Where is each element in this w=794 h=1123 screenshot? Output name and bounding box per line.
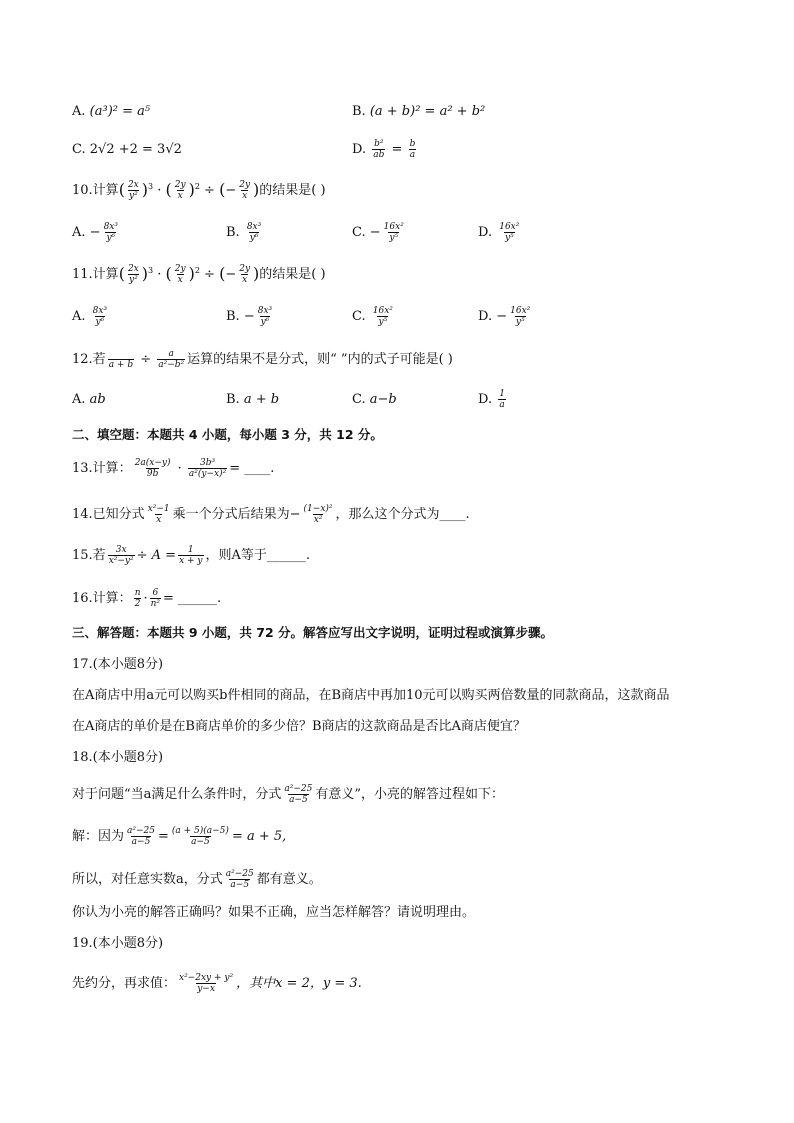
- fraction: $\frac{b}{a}$: [409, 139, 416, 160]
- q11-option-c: C. $\frac{\text{16x²}}{\text{y⁵}}$: [352, 306, 393, 327]
- q10-option-c: C. − $\frac{\text{16x²}}{\text{y⁵}}$: [352, 222, 404, 243]
- q18-line-2: 解：因为 $\frac{\text{a²−25}}{a-5}$ = $\frac{(a + 5)(a-5)}{a-5}$ = a + 5,: [72, 826, 287, 847]
- q10-option-a: A. − $\frac{\text{8x³}}{\text{y⁶}}$: [72, 222, 118, 243]
- q18-line-1: 对于问题“当a满足什么条件时，分式 $\frac{\text{a²−25}}{a-5}$ 有意义”，小亮的解答过程如下：: [72, 784, 505, 805]
- q19-line: 先约分，再求值： $\frac{\text{x²−2xy + y²}}{y-x}$ ，其中x = 2，y = 3.: [72, 973, 362, 994]
- q17-title: 17.(本小题8分): [72, 657, 164, 672]
- q11-option-a: A. $\frac{\text{8x³}}{\text{y⁶}}$: [72, 306, 108, 327]
- q12-stem: 12.若 a + b ÷ $\frac{a}{\text{a²−b²}}$ 运算的结果不是分式，则“ ”内的式子可能是( ): [72, 349, 453, 370]
- q9-option-b: B. (a + b)² = a² + b²: [352, 104, 486, 119]
- q17-line-2: 在A商店的单价是在B商店单价的多少倍？B商店的这款商品是否比A商店便宜？: [72, 719, 526, 734]
- q11-stem: 11.计算( $\frac{2x}{\text{y²}}$ )$^3$ · ( $\frac{2y}{x}$ )$^2$ ÷ (− $\frac{2y}{x}$ )的结果是( ): [72, 264, 326, 285]
- q9-option-c: C. 2√2 +2 = 3√2: [72, 142, 182, 157]
- q12-option-a: A. ab: [72, 392, 106, 407]
- q10-stem: 10.计算( $\frac{2x}{\text{y²}}$ )$^3$ · ( $\frac{2y}{x}$ )$^2$ ÷ (− $\frac{2y}{x}$ )的结果是( ): [72, 180, 326, 201]
- section-2-heading: 二、填空题：本题共 4 小题，每小题 3 分，共 12 分。: [72, 427, 383, 442]
- q9-option-a: A. (a³)² = a⁵: [72, 104, 151, 119]
- q13: 13.计算： $\frac{2a(x-y)}{9b}$ · $\frac{\text{3b³}}{\text{a²(y−x)²}}$ = ____.: [72, 458, 275, 479]
- q18-title: 18.(本小题8分): [72, 750, 164, 765]
- q14: 14.已知分式 $\frac{\text{x²−1}}{x}$ 乘一个分式后结果为− $\frac{\text{(1−x)²}}{\text{x²}}$ ，那么这个分式为____.: [72, 504, 470, 525]
- q12-option-b: B. a + b: [226, 392, 280, 407]
- fraction: $\frac{\text{b²}}{ab}$: [373, 139, 385, 160]
- q12-option-c: C. a−b: [352, 392, 397, 407]
- q18-line-4: 你认为小亮的解答正确吗？如果不正确，应当怎样解答？请说明理由。: [72, 905, 476, 920]
- q11-option-b: B. − $\frac{\text{8x³}}{\text{y⁶}}$: [226, 306, 273, 327]
- q9-option-d: D. $\frac{\text{b²}}{ab}$ = $\frac{b}{a}$: [352, 139, 416, 160]
- q12-option-d: D. $\frac{1}{a}$: [478, 389, 505, 410]
- q16: 16.计算： $\frac{n}{2}$ · $\frac{6}{\text{n²}}$ = ______.: [72, 588, 222, 609]
- q15: 15.若 $\frac{3x}{\text{x²−y²}}$ ÷ A = $\frac{1}{x + y}$ ，则A等于______.: [72, 545, 311, 566]
- q17-line-1: 在A商店中用a元可以购买b件相同的商品，在B商店中再加10元可以购买两倍数量的同款商品，这款商品: [72, 688, 670, 703]
- q11-option-d: D. − $\frac{\text{16x²}}{\text{y⁵}}$: [478, 306, 531, 327]
- section-3-heading: 三、解答题：本题共 9 小题，共 72 分。解答应写出文字说明，证明过程或演算步骤。: [72, 625, 554, 640]
- q10-option-b: B. $\frac{\text{8x³}}{\text{y⁶}}$: [226, 222, 262, 243]
- q19-title: 19.(本小题8分): [72, 936, 164, 951]
- q18-line-3: 所以，对任意实数a，分式 $\frac{\text{a²−25}}{a-5}$ 都有意义。: [72, 869, 322, 890]
- q10-option-d: D. $\frac{\text{16x²}}{\text{y⁵}}$: [478, 222, 520, 243]
